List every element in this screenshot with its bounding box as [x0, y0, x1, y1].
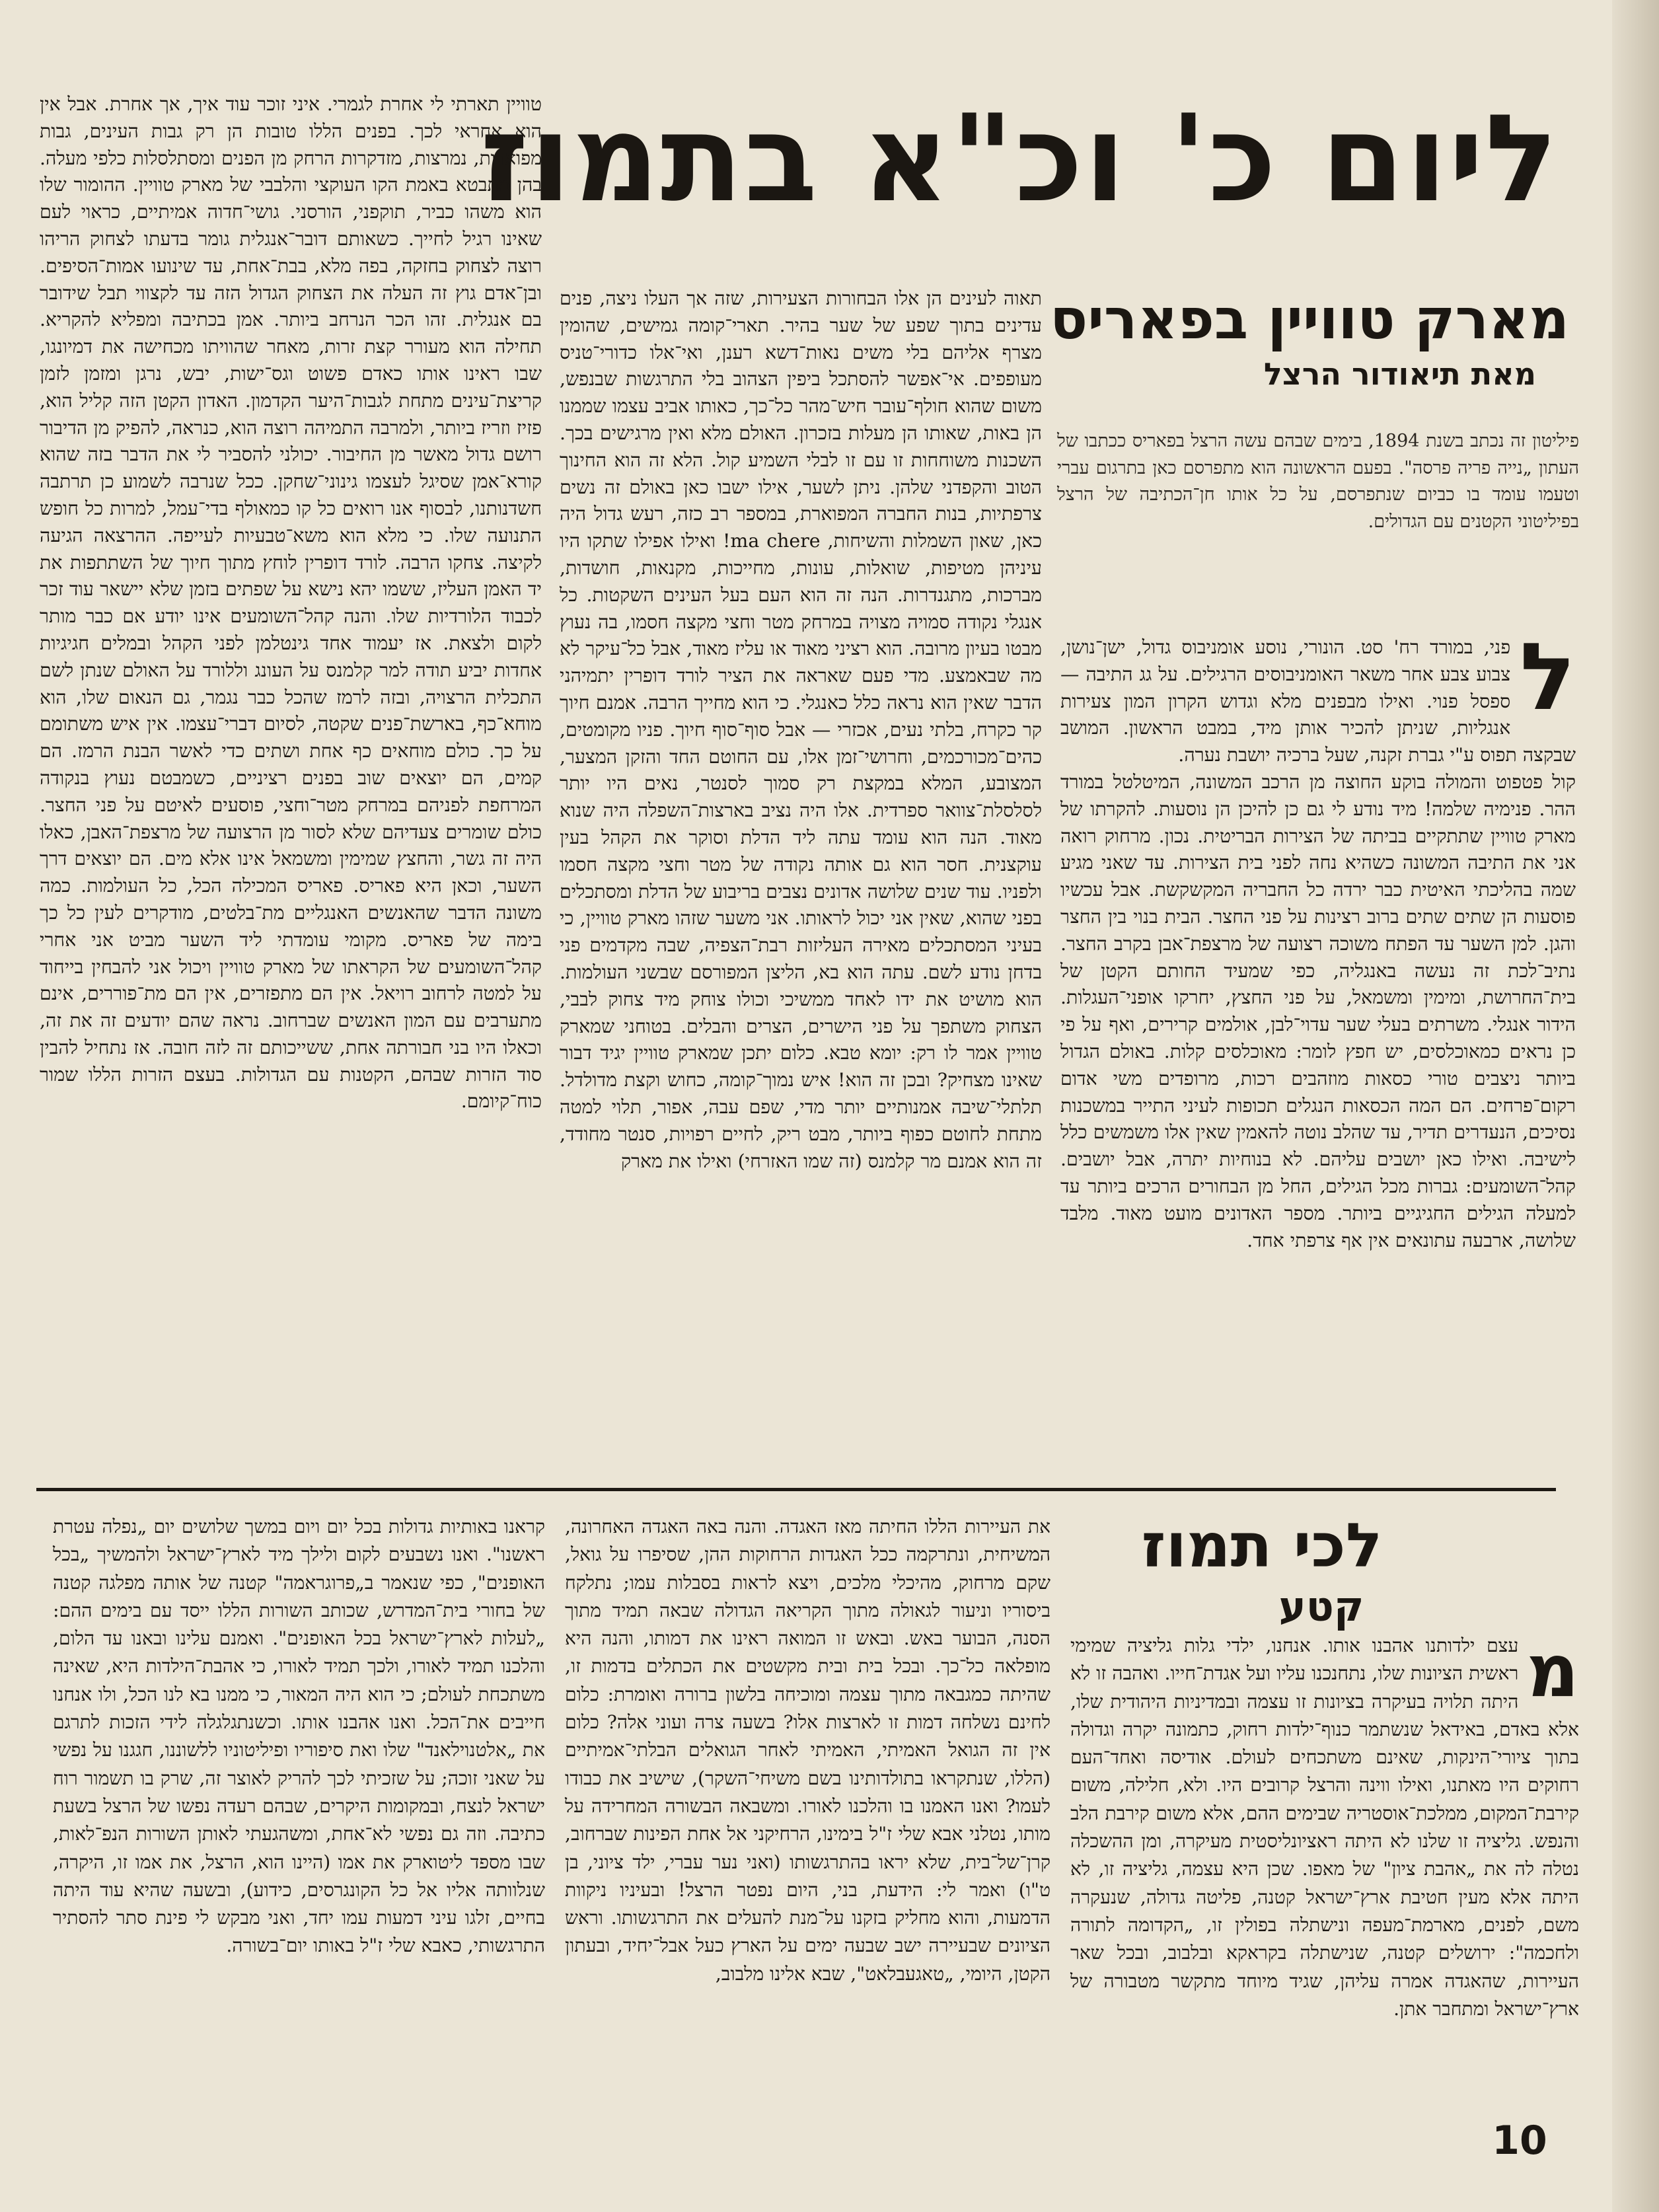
drop-cap: מ [1526, 1629, 1579, 1713]
section-paragraph: עצם ילדותנו אהבנו אותו. אנחנו, ילדי גלות גליציה שמימי ראשית הציונות שלו, נתחנכנו עליו ועל אגדת־חייו. ואהבה זו לא היתה תלויה בעיקרה בציונות זו עצמה ובמדיניות היהודית שלו, אלא באדם, באידאל שנשתמר כנוף־ילדות רחוק, כתמונה יקרה וגדולה בתוך ציורי־הינקות, שאינם משתכחים לעולם. אודיסה ואחד־העם רחוקים היו מאתנו, ואילו ווינה והרצל קרובים היו. ולא, חלילה, משום קירבת־המקום, ממלכת־אוסטריה שבימים ההם, אלא משום קירבת הלב והנפש. גליציה זו שלנו לא היתה ראציונליסטית מעיקרה, ומן ההשכלה נטלה לה את „אהבת ציון" של מאפו. שכן היא עצמה, גליציה זו, לא היתה אלא מעין חטיבת ארץ־ישראל קטנה, פליטה גדולה, שנעקרה משם, לפנים, מארמת־מעפה ונישתלה בפולין זו, „הקדומה לתורה ולחכמה": ירושלים קטנה, שנישתלה בקראקא ובלבוב, ובכל שאר העיירות, שהאגדה אמרה עליהן, שגיד מיוחד מתקשר מטבורה של ארץ־ישראל ומתחבר אתן. [1070, 1635, 1579, 2020]
section-paragraph: קראנו באותיות גדולות בכל יום ויום במשך שלושים יום „נפלה עטרת ראשנו". ואנו נשבעים לקום ולילך מיד לארץ־ישראל ולהמשיך „בכל האופנים", כפי שנאמר ב„פרוגראמה" קטנה של אותה מפלגה קטנה של בחורי בית־המדרש, שכותב השורות הללו ייסד עם בימים ההם: „לעלות לארץ־ישראל בכל האופנים". ואמנם עלינו ובאנו עד הלום, והלכנו תמיד לאורו, ולכך תמיד לאורו, כי אהבת־הילדות היא, שאינה משתכחת לעולם; כי הוא היה המאור, כי ממנו בא לנו הכל, ולו אנחנו חייבים את־הכל. ואנו אהבנו אותו. וכשנתגלגלה לידי הזכות לתרגם את „אלטנוילאנד" שלו ואת סיפוריו ופיליטוניו ללשוננו, חגגנו על נפשי על שאני זוכה; על שזכיתי לכך להריק לאוצר זה, שרק בו תשמור רוח ישראל לנצח, ובמקומות היקרים, שבהם רעדה נפשו של הרצל בשעת כתיבה. וזה גם נפשי לא־אחת, ומשהגעתי לאותן השורות הנפ־לאות, שבו מספד ליטוארק את אמו (היינו הוא, הרצל, את אמו זו, היקרה, שנלוותה אליו אל כל הקונגרסים, כידוע), ובשעה שהיא עוד היתה בחיים, זלגו עיני דמעות עמו יחד, ואני מבקש לי פינת סתר להסתיר התרגשותי, כאבא שלי ז"ל באותו יום־בשורה. [53, 1516, 545, 1957]
drop-cap: ל [1520, 624, 1576, 731]
article-column-3 [40, 91, 542, 1484]
article-paragraph: פני, במורד רח' סט. הונורי, נוסע אומניבוס גדול, ישן־נושן, צבוע צבע אחר משאר האומניבוסים הרגילים. על גג התיבה — ספסל פנוי. ואילו מבפנים מלא וגדוש הקרון המון צעירות אנגליות, שניתן להכיר אותן מיד, במבט הראשון. המושב שבקצה תפוס ע"י גברת זקנה, שעל ברכיה יושבת נערה. [1060, 636, 1576, 766]
page-edge [1612, 0, 1659, 2212]
section-subtitle: קטע [1278, 1582, 1364, 1631]
article-column-2 [560, 285, 1042, 1484]
article-byline: מאת תיאודור הרצל [1263, 356, 1536, 392]
section-column-2 [565, 1513, 1051, 2174]
article-paragraph: טוויין תארתי לי אחרת לגמרי. איני זוכר עוד איך, אך אחרת. אבל אין הוא אחראי לכך. בפנים הללו טובות הן רק גבות העינים, גבות מפוארות, נמרצות, מזדקרות הרחק מן הפנים ומסתלסלות כלפי מעלה. בהן מתבטא באמת הקו העוקצי והלבבי של מארק טוויין. ההומור שלו הוא משהו כביר, תוקפני, הורסני. גושי־חדוה אמיתיים, כראוי לעם שאינו רגיל לחייך. כשאותם דובר־אנגלית גומר בדעתו לצחוק הריהו רוצה לצחוק בחזקה, בפה מלא, בבת־אחת, עד שינועו אמות־הסיפים. ובן־אדם גוץ זה העלה את הצחוק הגדול הזה עד לקצווי תבל שידובר בם אנגלית. זהו הכר הנרחב ביותר. אמן בכתיבה ומפליא להקריא. תחילה הוא מעורר קצת זרות, מאחר שהוויתו מכחישה את דמיונגו, שבו ראינו אותו כאדם פשוט וגס־ישות, יבש, נרגן ומזמן לזמן קריצת־עינים מתחת לגבות־היער הקדמון. האדון הקטן הזה קליל הוא, פזיז וזריז ביותר, ולמרבה התמיהה רוצה הוא, כנראה, להפיק מן הדיבור רושם גדול מאשר מן החיבור. יכולני להסביר לי את הדבר בזה שהוא קורא־אמן שסיגל לעצמו גינוני־שחקן. ככל שנרבה לשמוע כן תרתבה חשדנותנו, לבסוף אנו רואים כל קו כמאולף בדי־עמל, למרות כל חופש התנועה שלו. כי מלא הוא משא־טבעיות לעייפה. ההרצאה הגיעה לקיצה. צחקו הרבה. לורד דופרין לוחץ מתוך חיוך של השתתפות את יד האמן העליז, ששמו יהא נישא על שפתים בזמן שלא יישאר עוד זכר לכבוד הלורדיות שלו. והנה קהל־השומעים אינו יודע אם כבר מותר לקום ולצאת. אז יעמוד אחד גינטלמן לפני הקהל ובמלים חגיגיות אחדות יביע תודה למר קלמנס על העונג וללורד על האולם שנתן לשם התכלית הרצויה, ובזה לרמז שהכל כבר נגמר, גם הנאום שלו, הוא מוחא־כף, בארשת־פנים שקטה, לסיום דברי־עצמו. אין איש משתומם על כך. כולם מוחאים כף אחת ושתים כדי לאשר הבנת הרמז. הם קמים, הם יוצאים שוב בפנים רציניים, כשמבטם נעוץ בנקודה המרחפת לפניהם במרחק מטר־וחצי, פוסעים לאיטם על פני החצר. כולם שומרים צעדיהם שלא לסור מן הרצועה של מרצפת־האבן, כאלו היה זה גשר, והחצץ שמימין ומשמאל אינו אלא מים. הם יוצאים דרך השער, וכאן היא פאריס. פאריס המכילה הכל, כל העולמות. כמה משונה הדבר שהאנשים האנגליים מת־בלטים, מודקרים לעין כל כך בימה של פאריס. מקומי עומדתי ליד השער מביט אני אחרי קהל־השומעים של הקראתו של מארק טוויין ויכול אני להבחין בייחוד על למטה לרחוב רויאל. אין הם מתפזרים, אין הם מת־פוררים, אינם מתערבים עם המון האנשים שברחוב. נראה שהם יודעים זה את זה, וכאלו היו בני חבורתה אחת, ששייכותם זה לזה חובה. אז נתחיל להבין סוד הזרות שבהם, הקטנות עם הגדולות. בעצם הזרות הללו שמור כוח־קיומם. [40, 93, 542, 1113]
article-paragraph: קול פטפוט והמולה בוקע החוצה מן הרכב המשונה, המיטלטל במורד ההר. פנימיה שלמה! מיד נודע לי גם כן להיכן הן נוסעות. להקרתו של מארק טוויין שתתקיים בביתה של הצירות הבריטית. נכון. מרחוק רואה אני את התיבה המשונה כשהיא נחה לפני בית הצירות. עד שאני מגיע שמה בהליכתי האיטית כבר ירדה כל החבריה המקשקשת. אבל עכשיו פוסעות הן שתים שתים ברוב רצינות על פני החצר. הבית בנוי בין החצר והגן. למן השער עד הפתח משוכה רצועה של מרצפת־אבן בקרב החצר. נתיב־לכת זה נעשה באנגליה, כפי שמעיד החותם הקטן של בית־החרושת, ומימין ומשמאל, על פני החצץ, יחרקו אופני־העגלות. הידור אנגלי. משרתים בעלי שער עדוי־לבן, אולמים קרירים, ואף על פי כן נראים כמאוכלסים, יש חפץ לומר: מאוכלסים קלות. באולם הגדול ביותר ניצבים טורי כסאות מוזהבים רכות, מרופדים משי אדום רקום־פרחים. הם המה הכסאות הנגלים תכופות לעיני התייר במשכנות נסיכים, הנעדרים תדיר, עד שהלב נוטה להאמין שאין אלו משמשים כלל לישיבה. ואילו כאן יושבים עליהם. לא בנוחיות יתרה, אבל יושבים. קהל־השומעים: גברות מכל הגילים, החל מן הבחורים הרכים ביותר עד למעלה הגילים החגיגיים ביותר. מספר האדונים מועט מאוד. מלבד שלושה, ארבעה עתונאים אין אף צרפתי אחד. [1060, 770, 1576, 1251]
article-paragraph: תאוה לעינים הן אלו הבחורות הצעירות, שזה אך העלו ניצה, פנים עדינים בתוך שפע של שער בהיר. תארי־קומה גמישים, שהומין מצרף אליהם בלי משים נאות־דשא רענן, ואי־אלו כדורי־טניס מעופפים. אי־אפשר להסתכל ביפין הצהוב בלי התרגשות שבנפש, משום שהוא חולף־עובר חיש־מהר כל־כך, כאותו אביב עצמו שממנו הן באות, שאותו הן מעלות בזכרון. האולם מלא ואין מרגישים בכך. השכנות משוחחות זו עם זו לבלי השמיע קול. הלא זה הוא החינוך הטוב והקפדני שלהן. ניתן לשער, אילו ישבו כאן באולם זה נשים צרפתיות, בנות החברה המפוארת, במספר רב כזה, רעש גדול היה כאן, שאון השמלות והשיחות, ma chere! ואילו אפילו שתקו היו עיניהן מטיפות, שואלות, עונות, מחייכות, מקנאות, חושדות, מברכות, מתגנדרות. הנה זה הוא העם בעל העינים השקטות. כל אנגלי נקודה סמויה מצויה במרחק מטר וחצי מקצה חסמו, בה נעוץ מבטו בעיון מרובה. הוא רציני מאוד או עליז מאוד, אבל כל־עיקר לא מה שבאמצע. מדי פעם שאראה את הציר לורד דופרין יתמיהני הדבר שאין הוא נראה כלל כאנגלי. כי הוא מחייך הרבה. אמנם חיוך קר כקרח, בלתי נעים, אכזרי — אבל סוף־סוף חיוך. פניו מקומטים, כהים־מכורכמים, וחרושי־זמן אלו, עם החוטם החד והזקן המצער, המצובע, המלא במקצת רק סמוך לסנטר, נאים היו יותר לסלסלת־צוואר ספרדית. אלו היה נציב בארצות־השפלה היה שנוא מאוד. הנה הוא עומד עתה ליד הדלת וסוקר את הקהל בעין עוקצנית. חסר הוא גם אותה נקודה של מטר וחצי מקצה חסמו ולפניו. עוד שנים שלושה אדונים נצבים בריבוע של הדלת ומסתכלים בפני שהוא, שאין אני יכול לראותו. אני משער שזהו מארק טוויין, כי בעיני המסתכלים מאירה העליזות רבת־הצפיה, שבה מקדמים פני בדחן נודע לשם. עתה הוא בא, הליצן המפורסם שבשני העולמות. הוא מושיט את ידו לאחד ממשיכי וכולו צוחק מיד צחוק לבבי, הצחוק משתפך על פני הישרים, הצרים והבלים. בטוחני שמארק טוויין אמר לו רק: יומא טבא. כלום יתכן שמארק טוויין יגיד דבור שאינו מצחיק? ובכן זה הוא! איש נמוך־קומה, כחוש וקצת מדולדל. תלתלי־שיבה אמנותיים יותר מדי, שפם עבה, אפור, תלוי למטה מתחת לחוטם כפוף ביותר, מבט ריק, לחיים רפויות, סנטר מחודד, זה הוא אמנם מר קלמנס (זה שמו האזרחי) ואילו את מארק [560, 287, 1042, 1172]
intro-note: פיליטון זה נכתב בשנת 1894, בימים שבהם עשה הרצל בפאריס ככתבו של העתון „נייה פריה פרסה". בפעם הראשונה הוא מתפרסם כאן בתרגום עברי וטעמו עומד בו כביום שנתפרסם, על כל אותו חן־הכתיבה של הרצל בפיליטוני הקטנים עם הגדולים. [1057, 431, 1579, 532]
section-title: לכי תמוז [1141, 1510, 1383, 1581]
section-column-3 [53, 1513, 545, 2174]
section-divider [36, 1488, 1556, 1491]
section-column-1 [1070, 1629, 1579, 2160]
section-paragraph: את העיירות הללו החיתה מאז האגדה. והנה באה האגדה האחרונה, המשיחית, ונתרקמה ככל האגדות הרחוקות ההן, שסיפרו על גואל, שקם מרחוק, מהיכלי מלכים, ויצא לראות בסבלות עמו; נתלקח ביסוריו וניעור לגאולה מתוך הקריאה הגדולה שבאה תמיד מתוך הסנה, הבוער באש. ובאש זו המואה ראינו את דמותו, והנה היא מופלאה כל־כך. ובכל בית ובית מקשטים את הכתלים בדמות זו, שהיתה כמגבאה מתוך עצמה ומוכיחה בלשון ברורה ואומרת: כלום לחינם נשלחה דמות זו לארצות אלו? בשעה צרה ועוני אלה? כלום אין זה הגואל האמיתי, האמיתי לאחר הגואלים הבלתי־אמיתיים (הללו, שנתקראו בתולדותינו בשם משיחי־השקר), שישיב את כבודו לעמו? ואנו האמנו בו והלכנו לאורו. ומשבאה הבשורה המחרידה על מותו, נטלני אבא שלי ז"ל בימינו, הרחיקני אל אחת הפינות שברחוב, קרן־של־בית, שלא יראו בהתרגשותו (ואני נער עברי, ילד ציוני, בן ט"ו) ואמר לי: הידעת, בני, היום נפטר הרצל! ובעיניו ניקוות הדמעות, והוא מחליק בזקנו על־מנת להעלים את התרגשותו. וראש הציונים שבעיירה ישב שבעה ימים על הארץ כעל אבל־יחיד, ובעתון הקטן, היומי, „טאגעבלאט", שבא אלינו מלבוב, [565, 1516, 1051, 1985]
article-column-1 [1060, 624, 1576, 1484]
page-number: 10 [1492, 2118, 1547, 2164]
main-title: ליום כ' וכ"א בתמוז [480, 89, 1559, 229]
article-title: מארק טוויין בפאריס [1050, 287, 1569, 351]
